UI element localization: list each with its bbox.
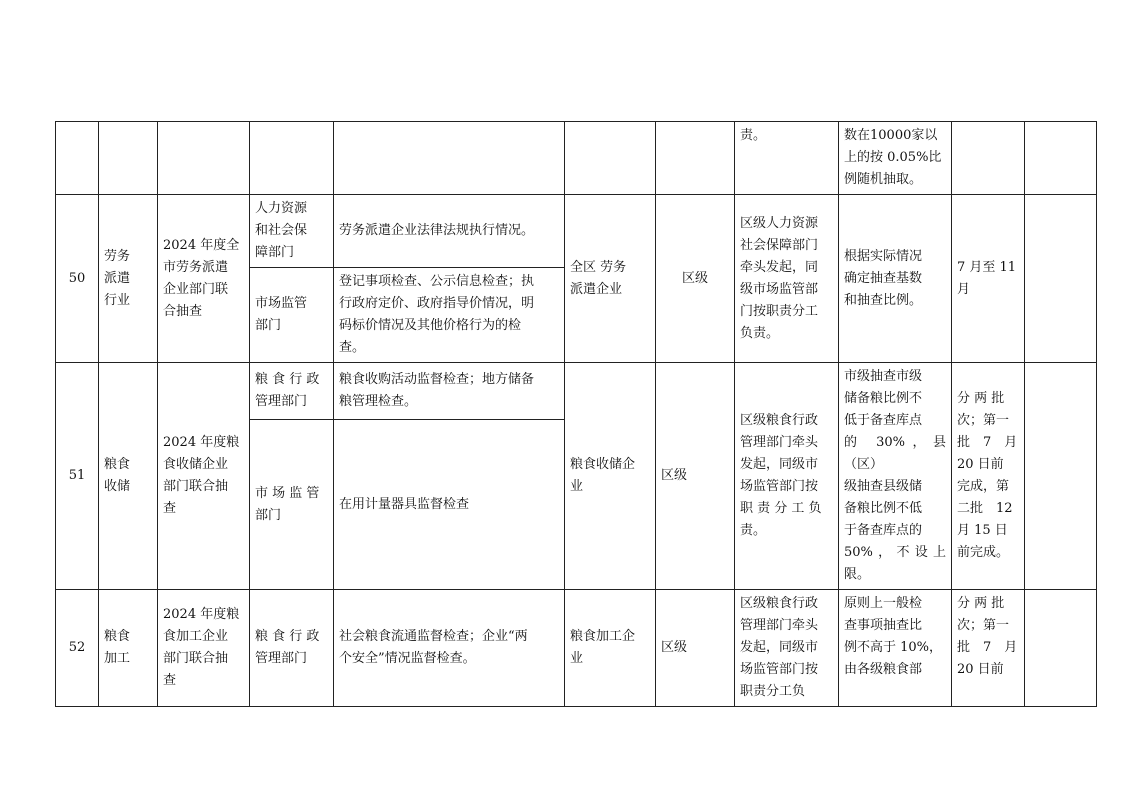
duty-cell: 责。	[735, 122, 839, 195]
duty-cell: 区级粮食行政 管理部门牵头 发起，同级市 场监管部门按 职 责 分 工 负 责。	[735, 363, 839, 590]
dept-cell	[250, 122, 334, 195]
time-cell: 分 两 批 次；第一 批 7 月 20 日前 完成，第 二批 12 月 15 日 前完成。	[952, 363, 1025, 590]
note-cell	[1025, 195, 1097, 363]
scope-cell: 粮食加工企 业	[565, 590, 656, 707]
ratio-cell: 数在10000家以 上的按 0.05%比 例随机抽取。	[839, 122, 952, 195]
item-cell: 劳务派遣企业法律法规执行情况。	[334, 195, 565, 268]
inspection-plan-table	[55, 121, 1097, 707]
dept-cell: 人力资源 和社会保 障部门	[250, 195, 334, 268]
industry-cell	[99, 122, 158, 195]
note-cell	[1025, 590, 1097, 707]
item-cell: 在用计量器具监督检查	[334, 420, 565, 590]
scope-cell: 全区 劳务 派遣企业	[565, 195, 656, 363]
task-cell: 2024 年度全 市劳务派遣 企业部门联 合抽查	[158, 195, 250, 363]
note-cell	[1025, 122, 1097, 195]
duty-cell: 区级人力资源 社会保障部门 牵头发起，同 级市场监管部 门按职责分工 负责。	[735, 195, 839, 363]
time-cell: 分 两 批 次；第一 批 7 月 20 日前	[952, 590, 1025, 707]
task-cell: 2024 年度粮 食加工企业 部门联合抽 查	[158, 590, 250, 707]
time-cell: 7 月至 11 月	[952, 195, 1025, 363]
dept-cell: 市场监管 部门	[250, 268, 334, 363]
industry-cell: 粮食 加工	[99, 590, 158, 707]
task-cell: 2024 年度粮 食收储企业 部门联合抽 查	[158, 363, 250, 590]
item-cell: 登记事项检查、公示信息检查；执 行政府定价、政府指导价情况，明 码标价情况及其他价格行为的检 查。	[334, 268, 565, 363]
dept-cell: 粮 食 行 政 管理部门	[250, 363, 334, 420]
industry-cell: 粮食 收储	[99, 363, 158, 590]
ratio-cell: 根据实际情况 确定抽查基数 和抽查比例。	[839, 195, 952, 363]
no-cell	[56, 122, 99, 195]
level-cell: 区级	[656, 195, 735, 363]
level-cell: 区级	[656, 590, 735, 707]
item-cell	[334, 122, 565, 195]
no-cell: 50	[56, 195, 99, 363]
table-row	[56, 122, 1097, 195]
item-cell: 社会粮食流通监督检查；企业“两 个安全”情况监督检查。	[334, 590, 565, 707]
dept-cell: 市 场 监 管 部门	[250, 420, 334, 590]
dept-cell: 粮 食 行 政 管理部门	[250, 590, 334, 707]
no-cell: 52	[56, 590, 99, 707]
table-row	[56, 590, 1097, 707]
scope-cell: 粮食收储企 业	[565, 363, 656, 590]
table-row	[56, 363, 1097, 420]
level-cell: 区级	[656, 363, 735, 590]
no-cell: 51	[56, 363, 99, 590]
scope-cell	[565, 122, 656, 195]
ratio-cell: 原则上一般检 查事项抽查比 例不高于 10%， 由各级粮食部	[839, 590, 952, 707]
duty-cell: 区级粮食行政 管理部门牵头 发起，同级市 场监管部门按 职责分工负	[735, 590, 839, 707]
level-cell	[656, 122, 735, 195]
task-cell	[158, 122, 250, 195]
table-row	[56, 195, 1097, 268]
item-cell: 粮食收购活动监督检查；地方储备 粮管理检查。	[334, 363, 565, 420]
ratio-cell: 市级抽查市级 储备粮比例不 低于备查库点 的 30%，县（区） 级抽查县级储 备粮比例不低 于备查库点的 50%，不设上限。	[839, 363, 952, 590]
note-cell	[1025, 363, 1097, 590]
time-cell	[952, 122, 1025, 195]
industry-cell: 劳务 派遣 行业	[99, 195, 158, 363]
